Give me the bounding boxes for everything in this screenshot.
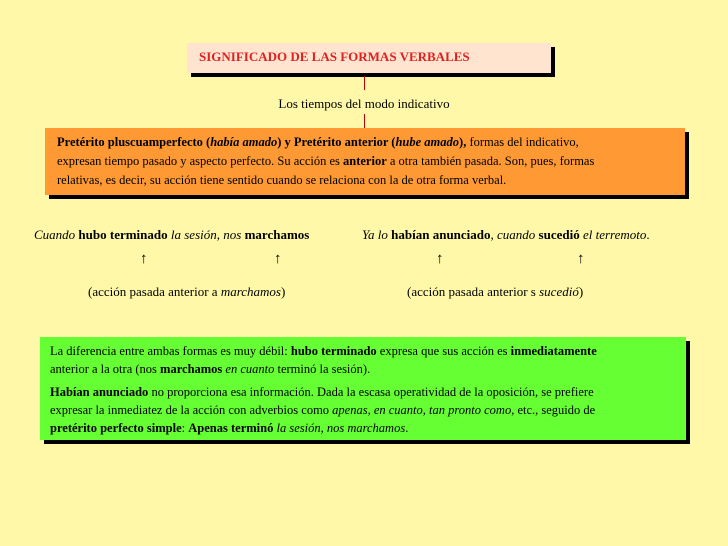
arrow-up-icon: ↑	[274, 251, 282, 267]
arrow-up-icon: ↑	[140, 251, 148, 267]
definition-box	[45, 128, 685, 195]
definition-line-2: expresan tiempo pasado y aspecto perfecto. Su acción es anterior a otra también pasada. Son, pues, formas	[57, 154, 595, 168]
explanation-paragraph-2: Habían anunciado no proporciona esa información. Dada la escasa operatividad de la oposición, se prefiere expresar la inmediatez de la acción con adverbios como apenas, en cuanto, tan pronto como, etc., seguido de pretérito perfecto simple: Apenas terminó la sesión, nos marchamos.	[50, 385, 596, 435]
connector-line-bottom	[364, 114, 365, 128]
title-box	[187, 43, 551, 73]
explanation-box	[40, 337, 686, 440]
subtitle: Los tiempos del modo indicativo	[278, 96, 450, 111]
example-2-sentence: Ya lo habían anunciado, cuando sucedió el terremoto.	[362, 227, 650, 242]
definition-line-1: Pretérito pluscuamperfecto (había amado) y Pretérito anterior (hube amado), formas del indicativo,	[57, 135, 579, 149]
title: SIGNIFICADO DE LAS FORMAS VERBALES	[199, 49, 470, 64]
definition-line-3: relativas, es decir, su acción tiene sentido cuando se relaciona con la de otra forma verbal.	[57, 173, 507, 187]
example-2-note: (acción pasada anterior s sucedió)	[407, 284, 584, 299]
connector-line-top	[364, 76, 365, 90]
arrow-up-icon: ↑	[577, 251, 585, 267]
arrow-up-icon: ↑	[436, 251, 444, 267]
explanation-paragraph-1: La diferencia entre ambas formas es muy débil: hubo terminado expresa que sus acción es inmediatamente anterior a la otra (nos marchamos en cuanto terminó la sesión).	[50, 344, 597, 376]
example-1-note: (acción pasada anterior a marchamos)	[88, 284, 286, 299]
example-1-sentence: Cuando hubo terminado la sesión, nos marchamos	[34, 227, 310, 242]
